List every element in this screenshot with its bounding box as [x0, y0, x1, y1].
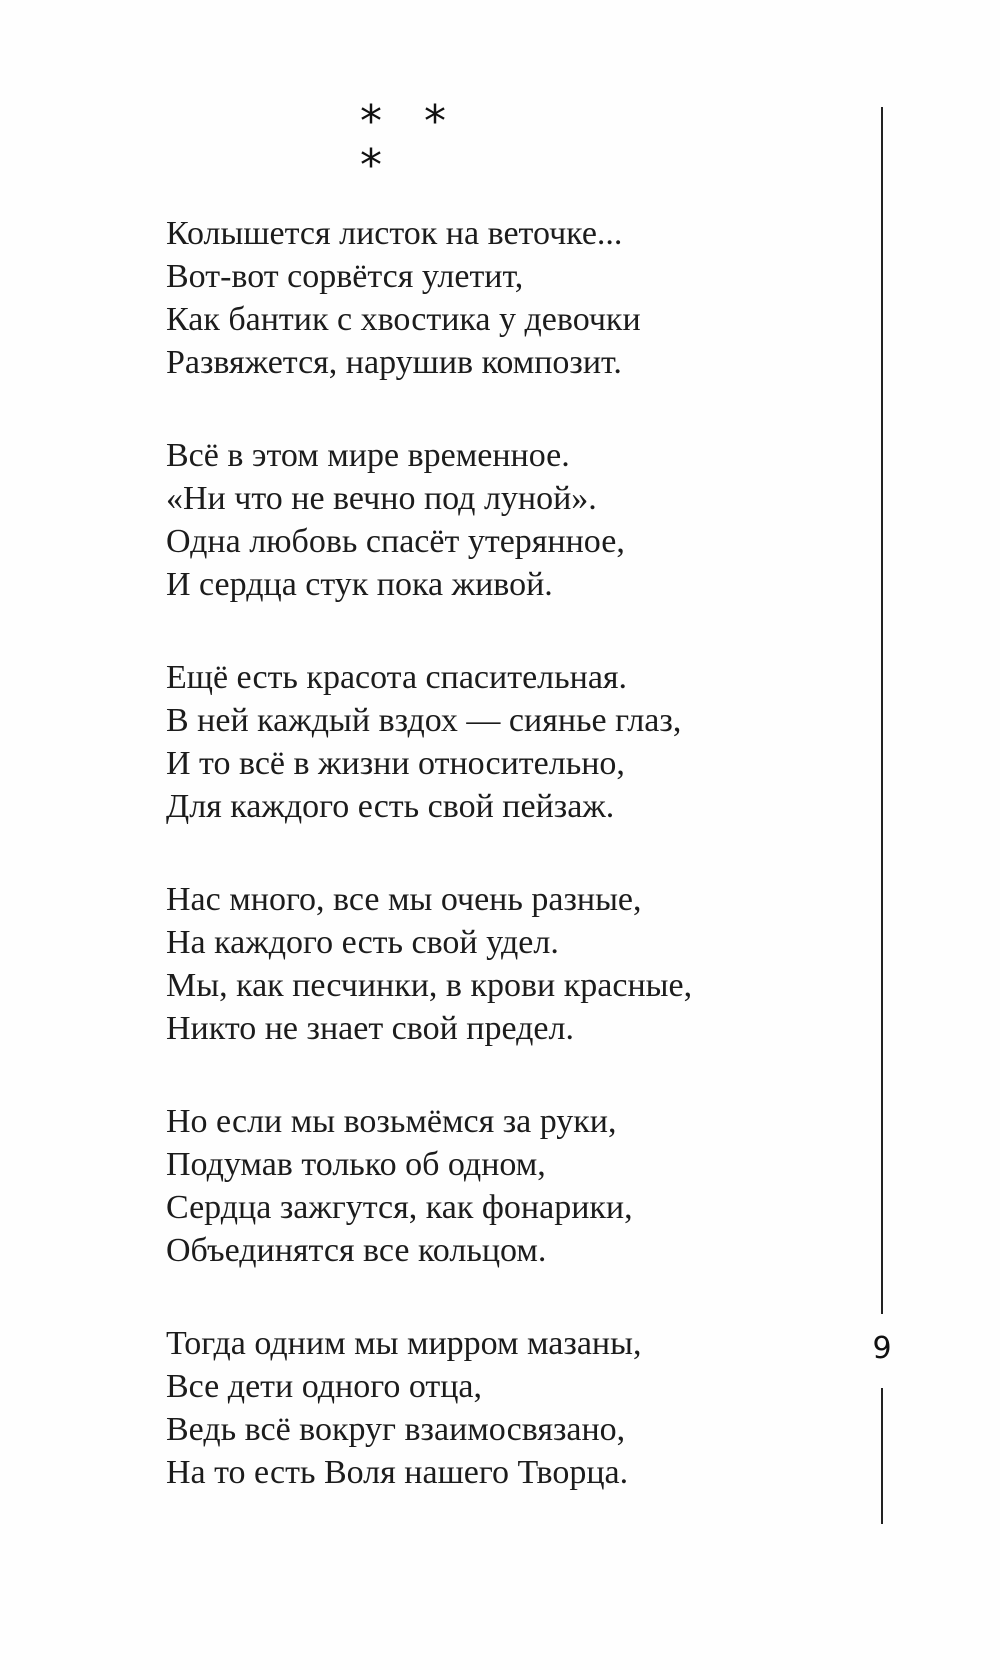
poem-line: На то есть Воля нашего Творца. [166, 1454, 629, 1491]
poem-line: Для каждого есть свой пейзаж. [166, 788, 615, 825]
poem-line: Развяжется, нарушив композит. [166, 344, 622, 381]
poem-line: Нас много, все мы очень разные, [166, 881, 642, 918]
stanza [166, 212, 806, 384]
stanza [166, 878, 806, 1050]
poem-line: Объединятся все кольцом. [166, 1232, 547, 1269]
page-number: 9 [872, 1331, 892, 1366]
poem-line: Всё в этом мире временное. [166, 437, 570, 474]
poem-line: Колышется листок на веточке... [166, 215, 623, 252]
stanza [166, 1322, 806, 1494]
poem-line: И сердца стук пока живой. [166, 566, 553, 603]
poem-line: Сердца зажгутся, как фонарики, [166, 1189, 633, 1226]
poem-line: Вот-вот сорвётся улетит, [166, 258, 524, 295]
poem-line: «Ни что не вечно под луной». [166, 480, 597, 517]
poem-line: Как бантик с хвостика у девочки [166, 301, 641, 338]
poem [166, 212, 806, 1544]
poem-line: Ведь всё вокруг взаимосвязано, [166, 1411, 626, 1448]
poem-line: Все дети одного отца, [166, 1368, 483, 1405]
stanza [166, 656, 806, 828]
poem-line: Тогда одним мы мирром мазаны, [166, 1325, 642, 1362]
poem-line: Ещё есть красота спасительная. [166, 659, 628, 696]
stanza [166, 434, 806, 606]
margin-rule-top [881, 107, 883, 1314]
poem-line: И то всё в жизни относительно, [166, 745, 625, 782]
section-separator: * * * [360, 96, 460, 191]
margin-rule-bottom [881, 1388, 883, 1524]
poem-line: Никто не знает свой предел. [166, 1010, 574, 1047]
poem-line: Мы, как песчинки, в крови красные, [166, 967, 693, 1004]
poem-line: На каждого есть свой удел. [166, 924, 559, 961]
poem-line: Но если мы возьмёмся за руки, [166, 1103, 617, 1140]
stanza [166, 1100, 806, 1272]
poem-line: Одна любовь спасёт утерянное, [166, 523, 625, 560]
poem-line: Подумав только об одном, [166, 1146, 546, 1183]
poem-line: В ней каждый вздох — сиянье глаз, [166, 702, 682, 739]
